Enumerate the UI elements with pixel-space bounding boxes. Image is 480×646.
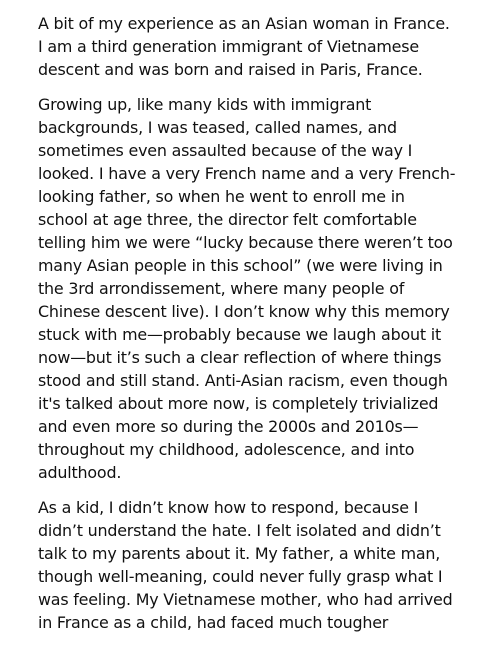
text-line: talk to my parents about it. My father, a white man, xyxy=(38,544,441,563)
text-line: I am a third generation immigrant of Vietnamese xyxy=(38,37,419,56)
text-line: and even more so during the 2000s and 2010s— xyxy=(38,417,419,436)
text-line: it's talked about more now, is completely trivialized xyxy=(38,394,439,413)
text-line: Growing up, like many kids with immigrant xyxy=(38,95,372,114)
text-line: was feeling. My Vietnamese mother, who had arrived xyxy=(38,590,453,609)
text-line: stuck with me—probably because we laugh about it xyxy=(38,325,441,344)
text-line: the 3rd arrondissement, where many people of xyxy=(38,279,405,298)
paragraph-as-a-kid xyxy=(38,496,472,634)
text-line: many Asian people in this school” (we were living in xyxy=(38,256,443,275)
text-line: stood and still stand. Anti-Asian racism, even though xyxy=(38,371,448,390)
text-line: now—but it’s such a clear reflection of where things xyxy=(38,348,442,367)
paragraph-intro xyxy=(38,12,472,81)
document-body xyxy=(38,12,472,646)
text-line: A bit of my experience as an Asian woman in France. xyxy=(38,14,450,33)
text-line: Chinese descent live). I don’t know why this memory xyxy=(38,302,450,321)
text-line: though well-meaning, could never fully grasp what I xyxy=(38,567,443,586)
text-line: telling him we were “lucky because there weren’t too xyxy=(38,233,453,252)
text-line: in France as a child, had faced much tougher xyxy=(38,613,389,632)
text-line: backgrounds, I was teased, called names, and xyxy=(38,118,397,137)
text-line: As a kid, I didn’t know how to respond, because I xyxy=(38,498,419,517)
text-line: school at age three, the director felt comfortable xyxy=(38,210,417,229)
paragraph-growing-up xyxy=(38,93,472,484)
text-line: throughout my childhood, adolescence, and into xyxy=(38,440,415,459)
text-line: looked. I have a very French name and a very French- xyxy=(38,164,456,183)
text-line: sometimes even assaulted because of the way I xyxy=(38,141,413,160)
text-line: didn’t understand the hate. I felt isolated and didn’t xyxy=(38,521,441,540)
text-line: descent and was born and raised in Paris, France. xyxy=(38,60,423,79)
text-line: looking father, so when he went to enroll me in xyxy=(38,187,405,206)
text-line: adulthood. xyxy=(38,463,122,482)
